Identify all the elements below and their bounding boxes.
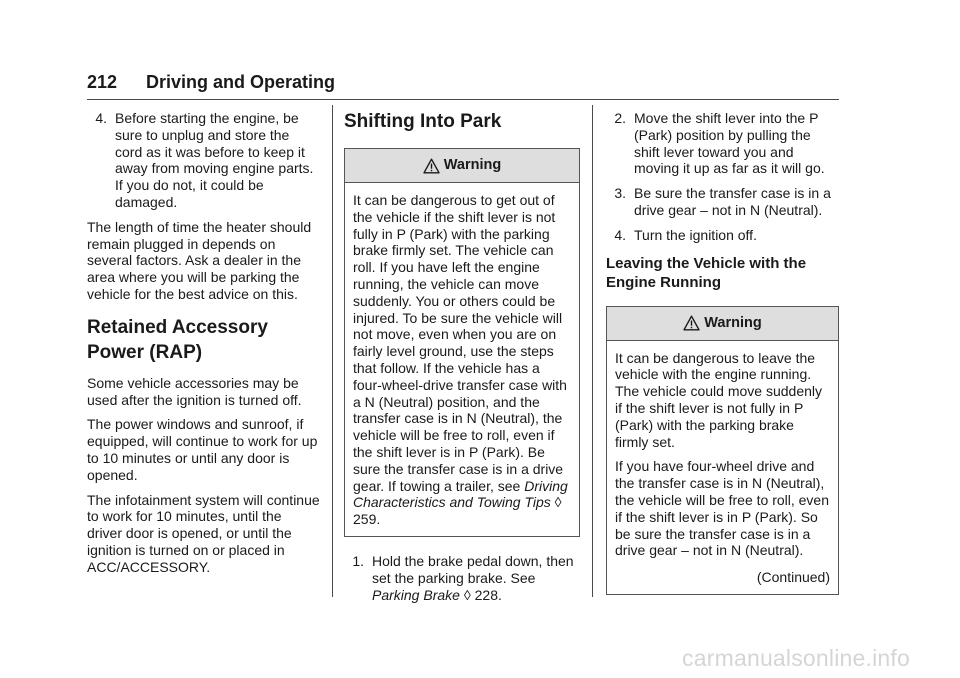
rap-heading-line1: Retained Accessory	[87, 316, 268, 338]
warning-label: Warning	[443, 157, 502, 174]
list-number: 2.	[614, 110, 626, 126]
heater-paragraph: The length of time the heater should remain plugged in depends on several factors. Ask a dealer in the area where you will be parking the vehicle for the best advice on this.	[87, 218, 312, 302]
list-text	[366, 553, 580, 603]
xref-page-228[interactable]: ◊ 228	[463, 586, 498, 603]
section-title: Driving and Operating	[146, 72, 336, 92]
warning-triangle-icon	[683, 315, 700, 331]
warning-paragraph-1: It can be dangerous to leave the vehicle with the engine running. The vehicle could move suddenly if the shift lever is not fully in P (Park) with the parking brake firmly set.	[615, 349, 823, 450]
watermark: carmanualsonline.info	[682, 645, 910, 671]
warning-label: Warning	[704, 314, 762, 331]
rap-heading	[87, 315, 320, 365]
list-text-main: Hold the brake pedal down, then set the parking brake. See	[372, 552, 574, 586]
xref-parking-brake[interactable]: Parking Brake	[372, 586, 460, 603]
shifting-into-park-heading: Shifting Into Park	[344, 111, 502, 132]
list-number: 3.	[614, 185, 626, 202]
warning-paragraph-2: If you have four-wheel drive and the transfer case is in N (Neutral), the vehicle will be free to roll, even if the shift lever is in P (Park). So be sure the transfer case is in a drive gear – not in N (Neutral).	[615, 458, 829, 559]
warning-text-end: .	[376, 511, 381, 528]
column-middle	[344, 110, 580, 611]
list-number: 4.	[95, 110, 107, 126]
rap-paragraph-2: The power windows and sunroof, if equipped, will continue to work for up to 10 minutes or until any door is opened.	[87, 416, 318, 483]
page-header	[87, 70, 839, 100]
list-item-2	[606, 110, 839, 177]
column-divider-2	[592, 105, 593, 597]
list-text: Turn the ignition off.	[634, 226, 757, 243]
rap-paragraph-3: The infotainment system will continue to work for 10 minutes, until the driver door is opened, or until the ignition is turned on or placed in ACC/ACCESSORY.	[87, 491, 320, 575]
warning-body	[607, 341, 838, 594]
page-number: 212	[87, 72, 118, 92]
rap-heading-line2: Power (RAP)	[87, 341, 203, 363]
list-item-4b	[606, 227, 839, 244]
warning-triangle-icon	[423, 158, 440, 174]
xref-page-259[interactable]: ◊ 259	[353, 494, 562, 528]
warning-box	[344, 148, 580, 537]
list-item-3	[606, 185, 839, 219]
warning-body	[345, 183, 579, 536]
warning-text	[353, 192, 571, 528]
list-text-end: .	[498, 586, 502, 603]
list-number: 1.	[352, 552, 364, 569]
warning-box-2	[606, 306, 839, 595]
list-text: Be sure the transfer case is in a drive gear – not in N (Neutral).	[634, 185, 831, 218]
column-divider-1	[332, 105, 333, 597]
rap-paragraph-1: Some vehicle accessories may be used after the ignition is turned off.	[87, 374, 302, 408]
column-right	[606, 110, 839, 611]
xref-driving-characteristics[interactable]: Driving Characteristics and Towing Tips	[353, 477, 568, 511]
header-rule	[87, 99, 839, 100]
list-text: Before starting the engine, be sure to unplug and store the cord as it was before to keep it away from moving engine parts. If you do not, it could be damaged.	[115, 110, 314, 210]
list-item-4	[87, 110, 320, 211]
warning-header	[345, 149, 579, 183]
continued-label: (Continued)	[756, 569, 830, 586]
warning-text-main: It can be dangerous to get out of the vehicle if the shift lever is not fully in P (Park) with the parking brake firmly set. The vehicle can roll. If you have left the engine running, the vehicle can move suddenly. You or others could be injured. To be sure the vehicle will not move, even when you are on fairly level ground, use the steps that follow. If the vehicle has a four-wheel-drive transfer case with a N (Neutral) position, and the transfer case is in N (Neutral), the vehicle will be free to roll, even if the shift lever is in P (Park). Be sure the transfer case is in a drive gear. If towing a trailer, see	[353, 192, 567, 494]
list-item-1	[344, 553, 580, 603]
warning-header	[607, 307, 838, 341]
list-text: Move the shift lever into the P (Park) position by pulling the shift lever toward you and moving it up as far as it will go.	[634, 110, 825, 177]
leaving-vehicle-heading: Leaving the Vehicle with the Engine Running	[606, 254, 807, 291]
list-number: 4.	[614, 226, 626, 243]
column-left	[87, 110, 320, 584]
